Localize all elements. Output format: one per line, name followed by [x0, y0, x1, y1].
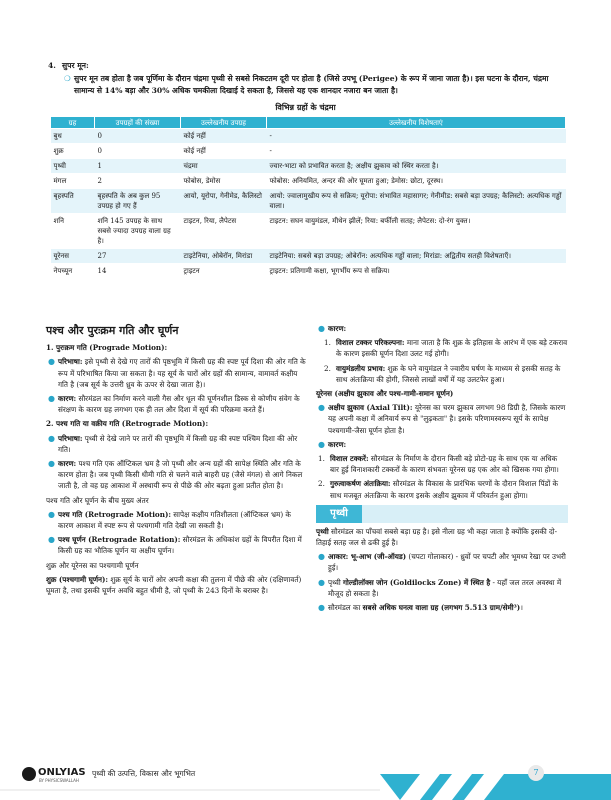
bullet-icon: ● — [318, 403, 325, 413]
item-text: माना जाता है कि शुक्र के इतिहास के आरंभ में एक बड़े टकराव के कारण इसकी घूर्णन दिशा उलट गई होगी। — [336, 338, 568, 359]
list-item — [46, 534, 308, 556]
item-label: शुक्र (पश्चगामी घूर्णन): — [46, 574, 109, 584]
item-number: 2. — [324, 363, 331, 373]
item-label: कारण: — [58, 394, 77, 404]
list-item — [316, 402, 568, 436]
table-cell: - — [267, 129, 566, 144]
table-cell: फोबोस: अनियमित, अन्दर की ओर घूमता हुआ; डेमोस: छोटा, दूरस्थ। — [267, 174, 566, 189]
bullet-icon: ● — [318, 439, 325, 449]
item-label: पश्च गति (Retrograde Motion): — [58, 509, 172, 519]
item-label: विशाल टक्करें: — [330, 454, 369, 464]
table-cell: कोई नहीं — [181, 129, 267, 144]
section-number: 4. — [48, 61, 56, 70]
table-cell: ट्राइटन — [181, 264, 267, 279]
table-cell: चंद्रमा — [181, 159, 267, 174]
item-text: शुक्र सूर्य के चारों ओर अपनी कक्षा की तुलना में पीछे की ओर (दक्षिणावर्त) घूमता है, तथा इसकी घूर्णन अवधि बहुत धीमी है, जो पृथ्वी के 243 दिनों के बराबर है। — [46, 574, 302, 596]
item-label: पश्च घूर्णन (Retrograde Rotation): — [58, 535, 181, 545]
table-header: उल्लेखनीय उपग्रह — [181, 117, 267, 129]
table-cell: 0 — [95, 144, 181, 159]
table-cell: 2 — [95, 174, 181, 189]
logo-subtext: BY PHYSICSWALLAH — [39, 778, 79, 783]
list-item — [316, 439, 568, 450]
list-item — [316, 551, 568, 573]
item-text: (चपटा गोलाकार) - ध्रुवों पर चपटी और भूमध्य रेखा पर उभरी हुई। — [328, 552, 566, 573]
section-heading: सुपर मून: — [62, 61, 89, 70]
bullet-icon: ● — [318, 324, 325, 333]
table-row — [51, 129, 566, 144]
logo-mark — [22, 767, 36, 781]
table-cell: 27 — [95, 249, 181, 264]
item-number: 2. — [318, 479, 325, 489]
left-column — [46, 325, 308, 599]
item-text: सापेक्ष कक्षीय गतिशीलता (ऑप्टिकल भ्रम) के कारण आकाश में स्पष्ट रूप से पश्चगामी गति देखी जा सकती है। — [58, 509, 291, 531]
table-cell: नेपच्यून — [51, 264, 95, 279]
table-header: उपग्रहों की संख्या — [95, 117, 181, 129]
table-row — [51, 189, 566, 214]
list-item — [46, 393, 308, 415]
table-cell: टाइटेनिया: सबसे बड़ा उपग्रह; ओबेरॉन: अत्यधिक गड्ढों वाला; मिरांडा: अद्वितीय सतही विशेषताएँ। — [267, 249, 566, 264]
logo-text: ONLYIAS — [38, 767, 86, 778]
bullet-icon: ● — [48, 433, 55, 443]
table-row — [51, 144, 566, 159]
numbered-item — [322, 337, 568, 359]
table-row — [51, 174, 566, 189]
item-label: पृथ्वी — [316, 526, 329, 536]
item-label: कारण: — [58, 459, 77, 469]
table-cell: मंगल — [51, 174, 95, 189]
table-header: ग्रह — [51, 117, 95, 129]
list-item — [46, 458, 308, 492]
item-text: पृथ्वी — [328, 577, 343, 587]
table-row — [51, 214, 566, 249]
item-label: अक्षीय झुकाव (Axial Tilt): — [328, 403, 413, 413]
list-item — [46, 509, 308, 531]
item-text: सौरमंडल के निर्माण के दौरान किसी बड़े प्रोटो-ग्रह के साथ एक या अधिक बार हुई विनाशकारी टक्करों के कारण संभवतः यूरेनस ग्रह एक ओर को खिसक गया होगा। — [330, 454, 559, 475]
table-cell: शनि 145 उपग्रह के साथ सबसे ज्यादा उपग्रह वाला ग्रह है। — [95, 214, 181, 249]
subsection-title: यूरेनस (अक्षीय झुकाव और पश्च-गामी-समान घूर्णन) — [316, 389, 454, 399]
subsection-title: पश्च गति और घूर्णन के बीच मुख्य अंतर — [46, 495, 149, 505]
list-item — [46, 433, 308, 455]
list-item — [46, 356, 308, 390]
earth-section-header — [316, 505, 362, 523]
item-text: सौरमंडल का पाँचवां सबसे बड़ा ग्रह है। इसे नीला ग्रह भी कहा जाता है क्योंकि इसकी दो-तिहाई सतह जल से ढकी हुई है। — [316, 526, 558, 548]
paragraph — [46, 574, 308, 596]
table-row — [51, 159, 566, 174]
table-cell: 1 — [95, 159, 181, 174]
table-cell: आयो, यूरोपा, गेनीमेड, कैलिस्टो — [181, 189, 267, 214]
table-cell: बृहस्पति — [51, 189, 95, 214]
list-item — [316, 602, 568, 613]
bullet-icon: ● — [318, 603, 325, 613]
table-cell: टाइटन: सघन वायुमंडल, मीथेन झीलें; रिया: बर्फीली सतह; लैपेटस: दो-रंग युक्त। — [267, 214, 566, 249]
bullet-icon: ● — [48, 509, 55, 519]
item-text: सौरमंडल के अधिकांश ग्रहों के विपरीत दिशा में किसी ग्रह का भौतिक घूर्णन या अक्षीय घूर्णन। — [58, 535, 302, 556]
table-cell: बृहस्पति के अब कुल 95 उपग्रह हो गए हैं — [95, 189, 181, 214]
numbered-item — [316, 453, 568, 475]
header-band — [362, 505, 568, 523]
list-item — [316, 577, 568, 599]
table-cell: आयो: ज्वालामुखीय रूप से सक्रिय; यूरोपा: संभावित महासागर; गेनीमीड: सबसे बड़ा उपग्रह; कैलिस्टो: अत्यधिक गड्ढों वाला। — [267, 189, 566, 214]
super-moon-text: सुपर मून तब होता है जब पूर्णिमा के दौरान चंद्रमा पृथ्वी से सबसे निकटतम दूरी पर होता है (जिसे उपभू (Perigee) के रूप में जाना जाता है)। इस घटना के दौरान, चंद्रमा सामान्य से 14% बड़ा और 30% अधिक चमकीला दिखाई दे सकता है, जिससे यह एक शानदार नजारा बन जाता है। — [74, 74, 549, 95]
numbered-item — [316, 478, 568, 500]
item-text: सौरमंडल का — [328, 603, 363, 613]
paragraph — [316, 526, 568, 548]
table-body — [51, 129, 566, 279]
onlyias-logo — [22, 765, 86, 785]
list-item — [316, 323, 568, 334]
item-text: सौरमंडल का निर्माण करने वाली गैस और धूल की घूर्णनशील डिस्क से कोणीय संवेग के संरक्षण के कारण ग्रह लगभग एक ही तल और दिशा में सूर्य की परिक्रमा करते हैं। — [58, 394, 300, 415]
item-text: पश्च गति एक ऑप्टिकल भ्रम है जो पृथ्वी और अन्य ग्रहों की सापेक्ष स्थिति और गति के कारण होता है। जब पृथ्वी किसी धीमी गति से चलने वाले बाहरी ग्रह (जैसे मंगल) से आगे निकल जाती है, तो वह ग्रह आकाश में अस्थायी रूप से पीछे की ओर बढ़ता हुआ प्रतीत होता है। — [58, 459, 303, 491]
item-label: कारण: — [328, 324, 347, 333]
table-cell: बुध — [51, 129, 95, 144]
subsection-title: 2. पश्च गति या वक्रीय गति (Retrograde Motion): — [46, 419, 209, 429]
bullet-icon: ● — [318, 552, 325, 562]
item-label: परिभाषा: — [58, 357, 83, 367]
bullet-icon: ● — [48, 535, 55, 545]
item-text: शुक्र के घने वायुमंडल ने ज्वारीय घर्षण के माध्यम से इसकी सतह के साथ अंतःक्रिया की होगी, जिससे लाखों वर्षों में यह उलटफेर हुआ। — [336, 363, 561, 384]
table-header: उल्लेखनीय विशेषताएं — [267, 117, 566, 129]
item-label: सबसे अधिक घनत्व वाला ग्रह (लगभग 5.513 ग्राम/सेमी³) — [362, 603, 521, 613]
item-text: सौरमंडल के विकास के प्रारंभिक चरणों के दौरान विशाल पिंडों के साथ मजबूत अंतःक्रिया के कारण इसके अक्षीय झुकाव में परिवर्तन हुआ होगा। — [330, 479, 559, 500]
item-label: वायुमंडलीय प्रभाव: — [336, 363, 386, 373]
table-cell: यूरेनस — [51, 249, 95, 264]
item-label: गुरुत्वाकर्षण अंतःक्रिया: — [330, 479, 391, 489]
table-cell: कोई नहीं — [181, 144, 267, 159]
item-text: । — [520, 603, 523, 613]
section-title: पश्च और पुरःक्रम गति और घूर्णन — [46, 324, 179, 337]
footer-title: पृथ्वी की उत्पत्ति, विकास और भूगभित — [92, 769, 196, 778]
bullet-icon: ● — [48, 357, 55, 367]
numbered-item — [322, 363, 568, 385]
item-label: विशाल टक्कर परिकल्पना: — [336, 338, 405, 348]
table-cell: ज्वार-भाटा को प्रभावित करता है; अक्षीय झुकाव को स्थिर करता है। — [267, 159, 566, 174]
table-cell: टाइटन, रिया, लैपेटस — [181, 214, 267, 249]
item-label: आकार: भू-आभ (जी-ऑयड) — [328, 552, 407, 562]
table-cell: टाइटेनिया, ओबेरॉन, मिरांडा — [181, 249, 267, 264]
table-cell: 14 — [95, 264, 181, 279]
item-label: गोल्डीलॉक्स जोन (Goldilocks Zone) में स्थित है — [343, 577, 491, 587]
right-column — [316, 323, 568, 616]
table-cell: फोबोस, डेमोस — [181, 174, 267, 189]
table-row — [51, 249, 566, 264]
table-cell: शनि — [51, 214, 95, 249]
table-cell: पृथ्वी — [51, 159, 95, 174]
table-cell: ट्राइटन: प्रतिगामी कक्षा, भूगर्भीय रूप से सक्रिय। — [267, 264, 566, 279]
item-number: 1. — [318, 454, 325, 464]
table-row — [51, 264, 566, 279]
table-cell: शुक्र — [51, 144, 95, 159]
bullet-icon: ● — [318, 577, 325, 587]
moons-table — [50, 116, 566, 279]
bullet-icon: ● — [48, 394, 55, 404]
subsection-title: शुक्र और यूरेनस का पश्चगामी घूर्णन — [46, 560, 139, 570]
table-header-row — [51, 117, 566, 129]
super-moon-bullet — [64, 73, 564, 97]
subsection-title: 1. पुरःक्रम गति (Prograde Motion): — [46, 343, 168, 353]
footer-band — [0, 760, 611, 800]
bullet-icon: ● — [48, 459, 55, 469]
table-cell: - — [267, 144, 566, 159]
page-number: 7 — [528, 765, 544, 781]
item-text: इसे पृथ्वी से देखे गए तारों की पृष्ठभूमि में किसी ग्रह की स्पष्ट पूर्व दिशा की ओर गति के रूप में परिभाषित किया जा सकता है। यह सूर्य के चारों ओर ग्रहों की सामान्य, वामावर्त कक्षीय गति है (जब सूर्य के उत्तरी ध्रुव के ऊपर से देखा जाता है)। — [58, 357, 306, 389]
item-number: 1. — [324, 338, 331, 348]
item-text: यूरेनस का चरम झुकाव लगभग 98 डिग्री है, जिसके कारण यह अपनी कक्षा में अनिवार्य रूप से "लुढ़कता" है। इसके परिणामस्वरूप सूर्य के सापेक्ष पश्चगामी-जैसा घूर्णन होता है। — [328, 403, 566, 435]
table-title: विभिन्न ग्रहों के चंद्रमा — [275, 102, 336, 112]
earth-header-label: पृथ्वी — [330, 507, 348, 519]
item-text: पृथ्वी से देखे जाने पर तारों की पृष्ठभूमि में किसी ग्रह की स्पष्ट पश्चिम दिशा की ओर गति। — [58, 433, 298, 454]
item-label: कारण: — [328, 439, 347, 449]
table-cell: 0 — [95, 129, 181, 144]
bullet-icon: ❍ — [64, 74, 71, 83]
item-label: परिभाषा: — [58, 433, 83, 443]
item-text: - यहाँ जल तरल अवस्था में मौजूद हो सकता है। — [328, 577, 562, 598]
